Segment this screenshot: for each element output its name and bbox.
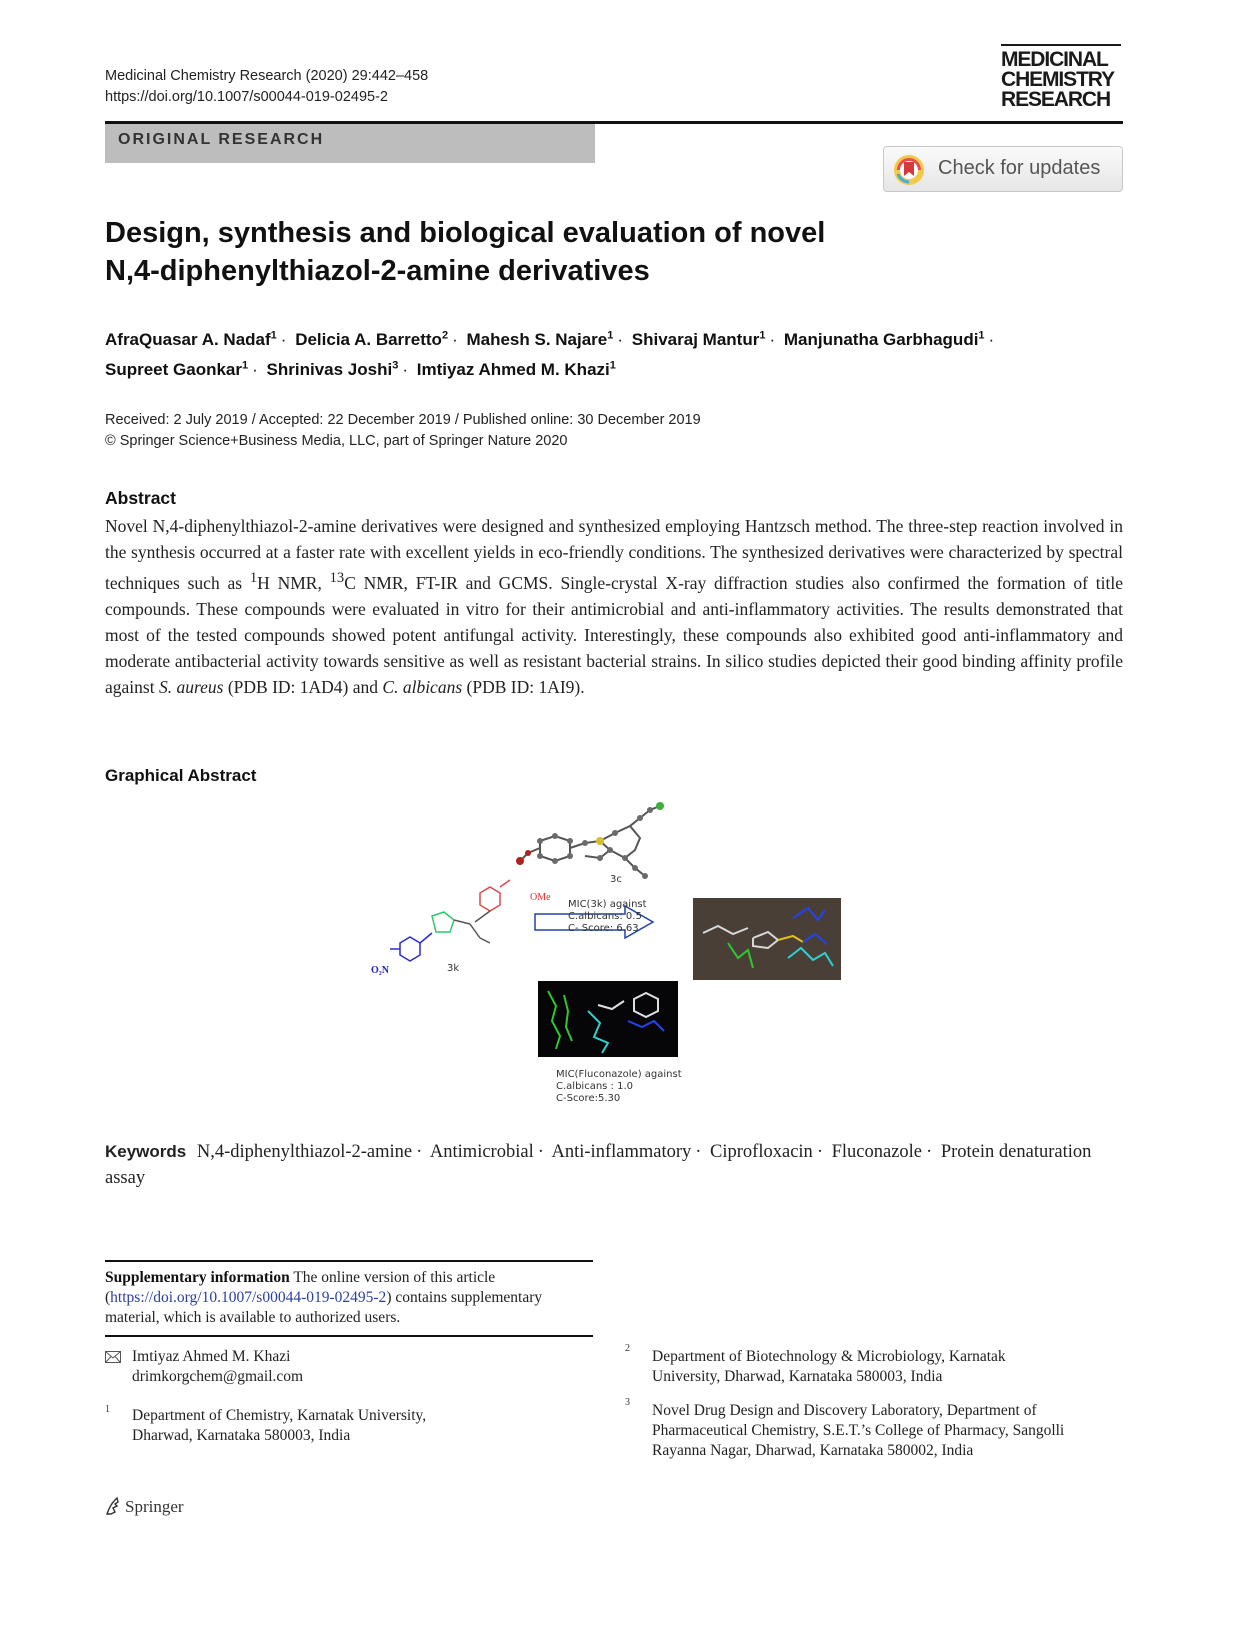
author: Manjunatha Garbhagudi$^1$ xyxy=(783,329,985,349)
author: Imtiyaz Ahmed M. Khazi$^1$ xyxy=(416,359,616,380)
section-label: ORIGINAL RESEARCH xyxy=(118,131,325,148)
journal-logo xyxy=(1001,50,1123,110)
graphical-abstract-heading: Graphical Abstract xyxy=(105,766,257,785)
title-line: Design, synthesis and biological evaluation of novel xyxy=(105,217,826,249)
ome-label: OMe xyxy=(530,892,551,903)
corresponding-author xyxy=(132,1347,303,1387)
graphical-abstract-figure xyxy=(370,798,850,1110)
affiliation-3: Novel Drug Design and Discovery Laboratory, Department of Pharmaceutical Chemistry, S.E.T.’s College of Pharmacy, Sangolli Rayanna Nagar, Dharwad, Karnataka 580002, India xyxy=(652,1402,1065,1459)
corresponding-email[interactable]: drimkorgchem@gmail.com xyxy=(132,1368,304,1385)
affiliation-2: Department of Biotechnology & Microbiology, Karnatak University, Dharwad, Karnataka 580003, India xyxy=(652,1348,1006,1385)
keyword: Fluconazole xyxy=(831,1142,923,1162)
publisher-name: Springer xyxy=(125,1497,184,1516)
docking-pose-3k xyxy=(693,898,841,980)
received-dates: Received: 2 July 2019 / Accepted: 22 December 2019 / Published online: 30 December 2019 xyxy=(105,412,701,428)
o2n-label: O₂N xyxy=(371,965,389,976)
copyright: © Springer Science+Business Media, LLC, part of Springer Nature 2020 xyxy=(105,433,568,449)
logo-rule xyxy=(1001,44,1121,46)
footnote-rule xyxy=(105,1335,593,1337)
chemical-structure-3k xyxy=(390,880,510,961)
check-for-updates-button[interactable] xyxy=(883,146,1123,192)
author: Shivaraj Mantur$^1$ xyxy=(631,329,766,349)
abstract-text: Novel N,4-diphenylthiazol-2-amine derivatives were designed and synthesized employing Hantzsch method. The three-step reaction involved in the synthesis occurred at a faster rate with excellent yields in eco-friendly conditions. The synthesized derivatives were characterized by spectral techniques such as $^1$H NMR, $^{13}$C NMR, FT-IR and GCMS. Single-crystal X-ray diffraction studies also confirmed the formation of title compounds. These compounds were evaluated in vitro for their antimicrobial and anti-inflammatory activities. The results demonstrated that most of the tested compounds showed potent antifungal activity. Interestingly, these compounds also exhibited good anti-inflammatory and moderate antibacterial activity towards sensitive as well as resistant bacterial strains. In silico studies depicted their good binding affinity profile against S. aureus (PDB ID: 1AD4) and C. albicans (PDB ID: 1AI9). xyxy=(105,516,1123,697)
author: Shrinivas Joshi$^3$ xyxy=(266,359,399,380)
affiliation-number: 3 xyxy=(625,1397,630,1408)
author: Supreet Gaonkar$^1$ xyxy=(105,359,249,380)
springer-horse-icon xyxy=(103,1496,123,1516)
keyword: Ciprofloxacin xyxy=(710,1142,813,1162)
keywords: Keywords N,4-diphenylthiazol-2-amine · Antimicrobial · Anti-inflammatory · Ciprofloxacin · Fluconazole · Protein denaturation assay xyxy=(105,1142,1092,1188)
keyword: N,4-diphenylthiazol-2-amine xyxy=(196,1142,413,1162)
compound-label-3k: 3k xyxy=(447,963,460,974)
mic-3k-annotation: MIC(3k) against C.albicans: 0.5 C- Score: 6.63 xyxy=(568,899,647,934)
author: Delicia A. Barretto$^2$ xyxy=(295,329,449,349)
corresponding-name: Imtiyaz Ahmed M. Khazi xyxy=(132,1348,291,1365)
journal-citation: Medicinal Chemistry Research (2020) 29:442–458 xyxy=(105,68,429,84)
doi-link[interactable]: https://doi.org/10.1007/s00044-019-02495-2 xyxy=(105,89,388,105)
affiliation-number: 2 xyxy=(625,1343,630,1354)
docking-pose-fluconazole xyxy=(538,981,678,1057)
title-line: N,4-diphenylthiazol-2-amine derivatives xyxy=(105,255,650,287)
author: Mahesh S. Najare$^1$ xyxy=(466,329,614,349)
keyword: Antimicrobial xyxy=(429,1142,534,1162)
compound-label-3c: 3c xyxy=(610,874,622,885)
keyword: Anti-inflammatory xyxy=(551,1142,692,1162)
logo-line: CHEMISTRY xyxy=(1001,68,1114,91)
article-dates xyxy=(105,410,701,452)
author: AfraQuasar A. Nadaf$^1$ xyxy=(105,329,277,349)
atoms-3c xyxy=(516,802,664,879)
keyword: Protein denaturation assay xyxy=(105,1142,1092,1188)
mic-fluconazole-annotation: MIC(Fluconazole) against C.albicans : 1.0 C-Score:5.30 xyxy=(556,1069,682,1104)
logo-line: RESEARCH xyxy=(1001,88,1111,111)
author-list: AfraQuasar A. Nadaf$^1$ · Delicia A. Barretto$^2$ · Mahesh S. Najare$^1$ · Shivaraj Mantur$^1$ · Manjunatha Garbhagudi$^1$ · Supreet Gaonkar$^1$ · Shrinivas Joshi$^3$ · Imtiyaz Ahmed M. Khazi$^1$ xyxy=(105,329,995,380)
supplementary-info: Supplementary information The online version of this article (https://doi.org/10.1007/s00044-019-02495-2) contains supplementary material, which is available to authorized users. xyxy=(105,1269,543,1326)
logo-line: MEDICINAL xyxy=(1001,48,1108,71)
journal-citation-block xyxy=(105,66,428,108)
publisher-footer xyxy=(103,1496,184,1517)
footnote-rule xyxy=(105,1260,593,1262)
supplementary-link[interactable]: https://doi.org/10.1007/s00044-019-02495-2 xyxy=(110,1289,387,1306)
affiliation-number: 1 xyxy=(105,1404,110,1415)
keywords-label: Keywords xyxy=(105,1142,187,1161)
affiliation-1: Department of Chemistry, Karnatak University, Dharwad, Karnataka 580003, India xyxy=(132,1407,427,1444)
article-title xyxy=(105,214,865,290)
check-for-updates-label: Check for updates xyxy=(938,157,1101,179)
email-icon xyxy=(105,1347,121,1369)
crossmark-icon xyxy=(893,154,925,186)
abstract-heading: Abstract xyxy=(105,488,176,508)
